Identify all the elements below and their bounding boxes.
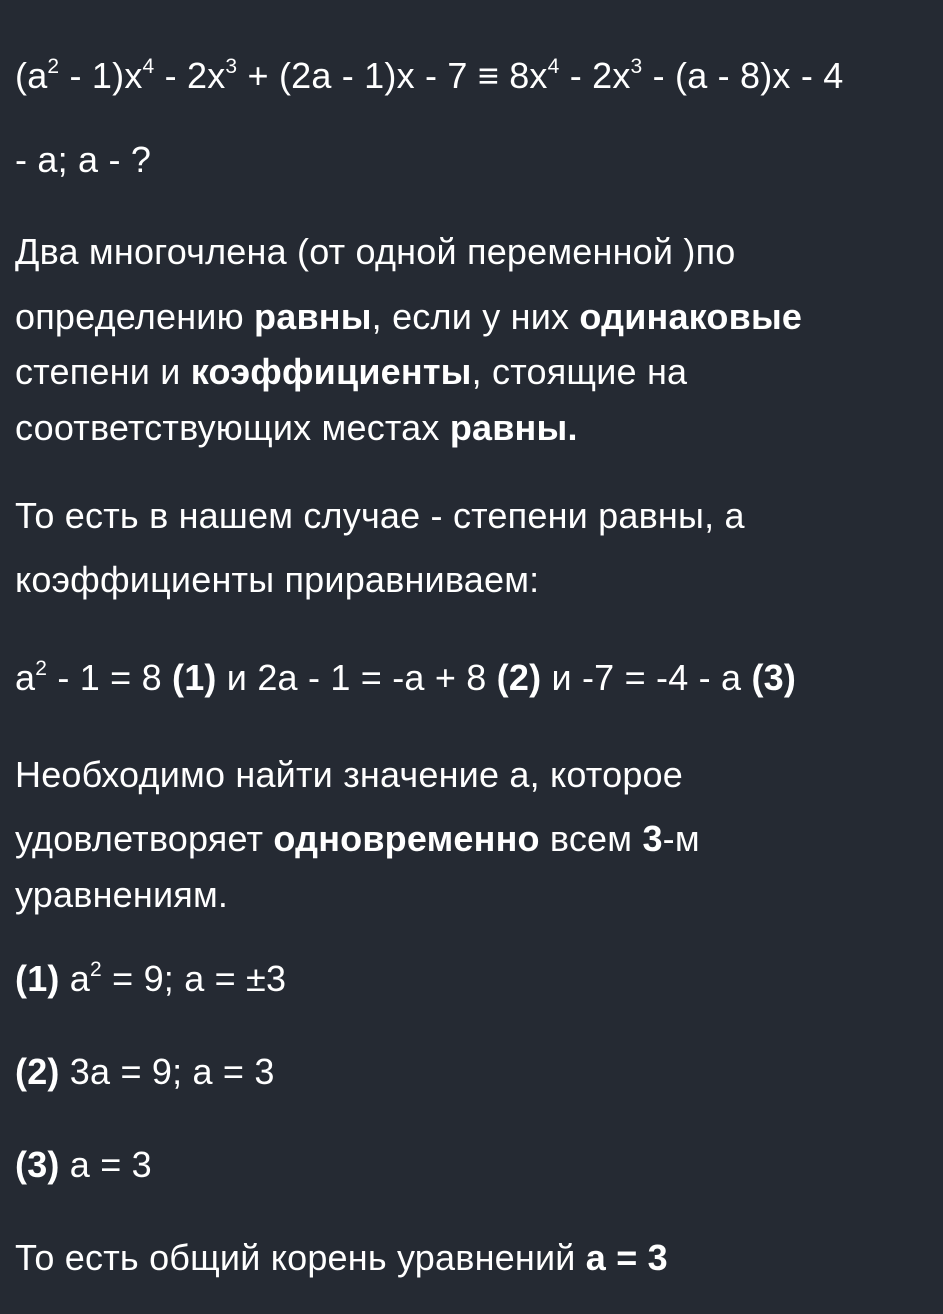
exponent: 2 [90, 958, 102, 981]
text: a [59, 958, 91, 999]
solution-1 [15, 957, 286, 1001]
transition-line-2: коэффициенты приравниваем: [15, 559, 540, 600]
condition-text: - 1)x [59, 55, 143, 96]
text: a = 3 [59, 1144, 152, 1185]
bold-text: равны [254, 296, 372, 337]
task-line-2 [15, 817, 700, 861]
definition-line-1: Два многочлена (от одной переменной )по [15, 231, 736, 272]
text: = 9; a = ±3 [101, 958, 287, 999]
text: всем [539, 818, 643, 859]
definition-line-2 [15, 295, 802, 339]
exponent: 4 [142, 55, 155, 78]
equation-number: (1) [172, 657, 217, 698]
text: удовлетворяет [15, 818, 274, 859]
equation-number: (3) [751, 657, 797, 698]
solution-3 [15, 1143, 152, 1187]
bold-text: . [567, 407, 578, 448]
bold-text: одинаковые [579, 296, 803, 337]
exponent: 3 [630, 55, 643, 78]
task-line-1: Необходимо найти значение a, которое [15, 754, 683, 795]
equation-number: (2) [496, 657, 542, 698]
text: То есть общий корень уравнений [15, 1237, 586, 1278]
solution-2 [15, 1050, 275, 1094]
condition-text: (a [15, 55, 48, 96]
task-line-3: уравнениям. [15, 874, 229, 915]
condition-text: - (a - 8)x - 4 [642, 55, 844, 96]
text: и -7 = -4 - a [541, 657, 752, 698]
transition-line-1: То есть в нашем случае - степени равны, а [15, 495, 745, 536]
exponent: 3 [225, 55, 238, 78]
answer: a = 3 [585, 1237, 668, 1278]
exponent: 2 [35, 657, 48, 680]
exponent: 4 [547, 55, 560, 78]
text: соответствующих местах [15, 407, 450, 448]
condition-text: - 2x [154, 55, 226, 96]
text: , стоящие на [471, 351, 688, 392]
condition-text: + (2a - 1)x - 7 ≡ 8x [237, 55, 548, 96]
text: и 2a - 1 = -a + 8 [216, 657, 497, 698]
equation-number: (2) [15, 1051, 60, 1092]
equations-line [15, 656, 796, 700]
equation-number: (3) [15, 1144, 60, 1185]
condition-line-1 [15, 54, 843, 98]
bold-text: коэффициенты [190, 351, 472, 392]
text: степени и [15, 351, 191, 392]
conclusion [15, 1236, 668, 1280]
bold-text: одновременно [273, 818, 540, 859]
text: , если у них [371, 296, 580, 337]
condition-line-2: - a; a - ? [15, 139, 152, 180]
text: -м [662, 818, 700, 859]
definition-line-3 [15, 350, 687, 394]
text: 3a = 9; a = 3 [59, 1051, 275, 1092]
bold-text: 3 [642, 818, 663, 859]
text: - 1 = 8 [47, 657, 172, 698]
equation-number: (1) [15, 958, 60, 999]
exponent: 2 [47, 55, 60, 78]
text: определению [15, 296, 255, 337]
condition-text: - 2x [559, 55, 631, 96]
text: a [15, 657, 36, 698]
definition-line-4 [15, 406, 578, 450]
bold-text: равны [449, 407, 568, 448]
